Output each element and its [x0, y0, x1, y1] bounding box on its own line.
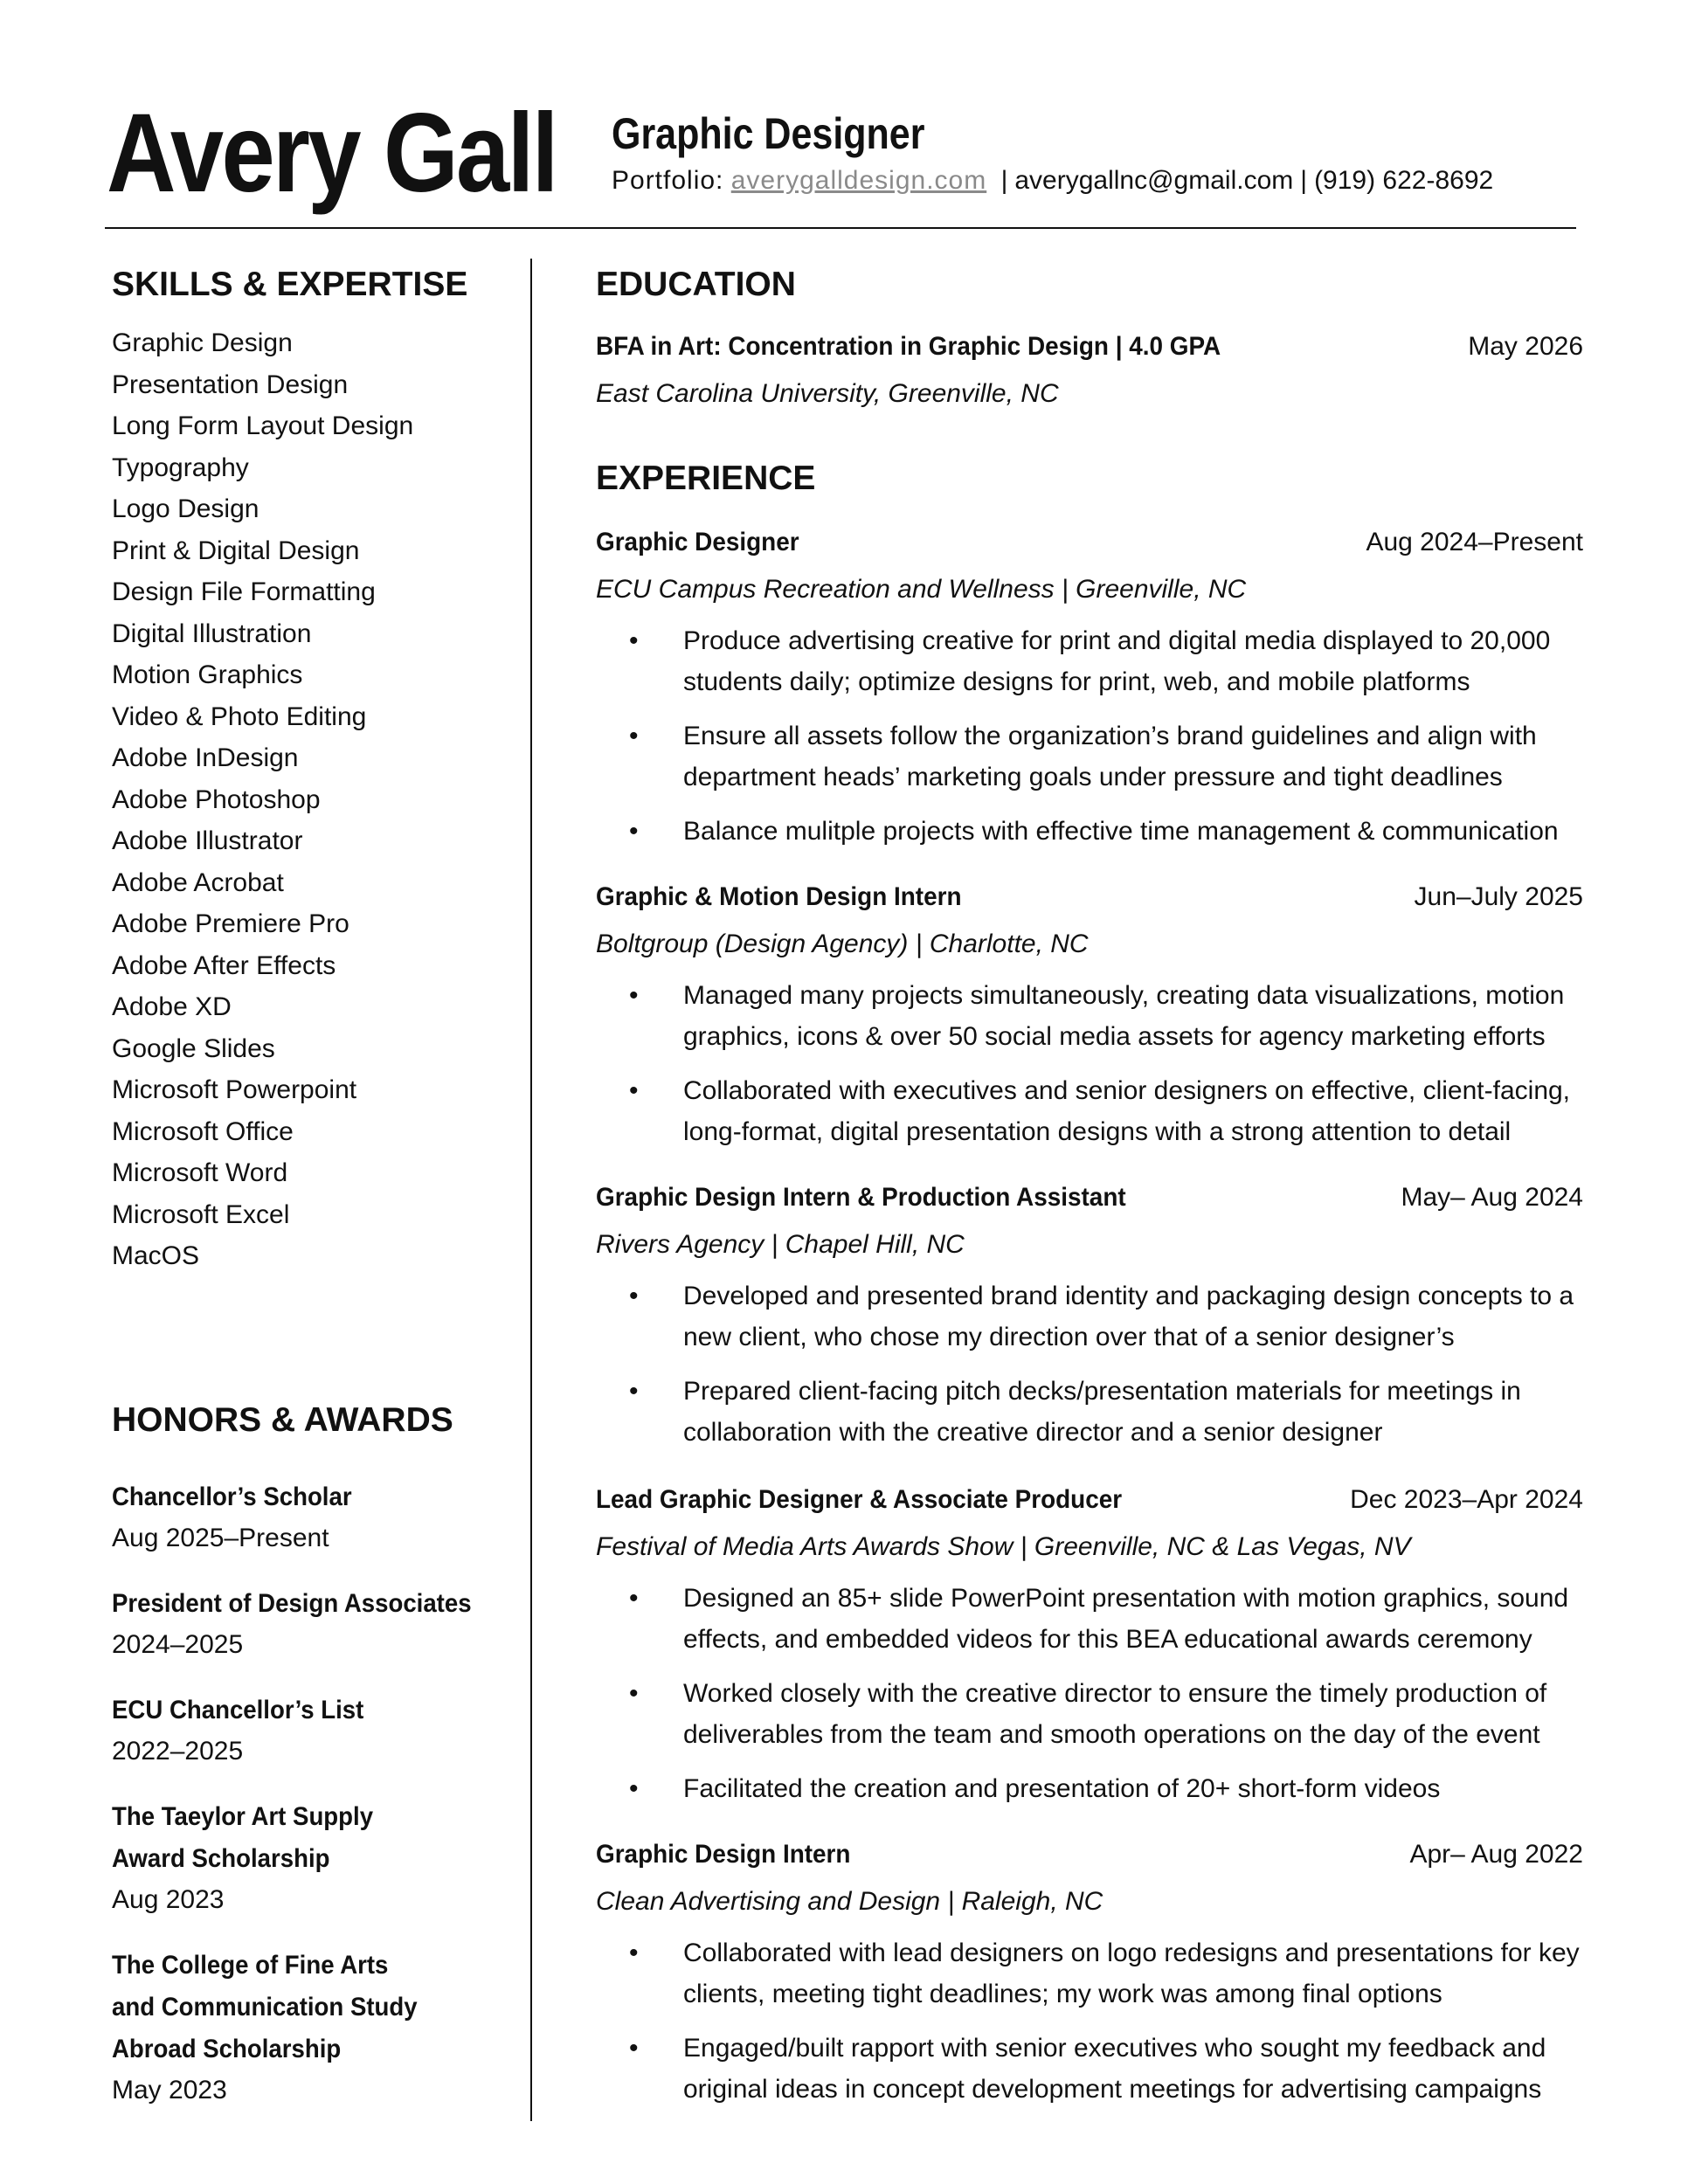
- candidate-name: Avery Gall: [107, 91, 557, 216]
- bullet-item: [596, 620, 1583, 702]
- bullet-dot-icon: •: [629, 1584, 639, 1613]
- skill-item: MacOS: [112, 1241, 200, 1270]
- job-entry: [596, 1183, 1583, 1466]
- honor-title: Abroad Scholarship: [112, 2035, 342, 2063]
- bullet-text: Collaborated with lead designers on logo redesigns and presentations for key clients, meeting tight deadlines; my work was among final options: [683, 1939, 1580, 2008]
- job-date: Jun–July 2025: [1414, 882, 1583, 911]
- skill-item: Adobe Premiere Pro: [112, 909, 349, 938]
- honor-date: Aug 2023: [112, 1885, 225, 1914]
- honor-item: [112, 1690, 385, 1772]
- job-role: Graphic & Motion Design Intern: [596, 882, 962, 911]
- skill-item: Adobe Photoshop: [112, 784, 321, 814]
- skill-item: Microsoft Word: [112, 1158, 288, 1187]
- job-header: [596, 1840, 1583, 1881]
- skill-item: Google Slides: [112, 1033, 275, 1063]
- honor-item: [112, 1583, 502, 1665]
- job-header: [596, 1485, 1583, 1526]
- bullet-dot-icon: •: [629, 817, 639, 846]
- bullet-dot-icon: •: [629, 1774, 639, 1803]
- bullet-dot-icon: •: [629, 1377, 639, 1406]
- job-date: May– Aug 2024: [1401, 1183, 1583, 1212]
- bullet-dot-icon: •: [629, 1076, 639, 1105]
- job-title: Graphic Designer: [612, 109, 925, 158]
- skill-item: Typography: [112, 453, 249, 482]
- skill-item: Video & Photo Editing: [112, 702, 367, 731]
- skill-item: Microsoft Powerpoint: [112, 1075, 357, 1104]
- bullet-text: Engaged/built rapport with senior executives who sought my feedback and original ideas in concept development meetings for advertising campaigns: [683, 2034, 1546, 2104]
- honor-title: Award Scholarship: [112, 1844, 330, 1873]
- bullet-dot-icon: •: [629, 1679, 639, 1708]
- job-role: Lead Graphic Designer & Associate Producer: [596, 1485, 1123, 1514]
- job-bullets: [596, 620, 1583, 852]
- job-role: Graphic Designer: [596, 528, 799, 556]
- skill-item: Graphic Design: [112, 328, 293, 357]
- bullet-text: Worked closely with the creative director to ensure the timely production of deliverables from the team and smooth operations on the day of the event: [683, 1679, 1547, 1749]
- bullet-item: [596, 975, 1583, 1057]
- honor-date: 2024–2025: [112, 1630, 244, 1659]
- job-entry: [596, 528, 1583, 865]
- job-organization: Clean Advertising and Design | Raleigh, NC: [596, 1887, 1103, 1916]
- column-divider: [530, 259, 532, 2121]
- bullet-text: Facilitated the creation and presentation of 20+ short-form videos: [683, 1774, 1441, 1803]
- job-entry: [596, 1485, 1583, 1822]
- bullet-item: [596, 1768, 1583, 1809]
- job-entry: [596, 882, 1583, 1165]
- job-bullets: [596, 975, 1583, 1152]
- honors-heading: HONORS & AWARDS: [112, 1401, 453, 1439]
- job-date: Dec 2023–Apr 2024: [1350, 1485, 1583, 1514]
- bullet-item: [596, 811, 1583, 852]
- job-header: [596, 1183, 1583, 1224]
- degree-title: BFA in Art: Concentration in Graphic Design | 4.0 GPA: [596, 332, 1221, 361]
- bullet-dot-icon: •: [629, 1282, 639, 1310]
- bullet-item: [596, 1275, 1583, 1358]
- skill-item: Adobe InDesign: [112, 743, 299, 772]
- honor-date: May 2023: [112, 2076, 227, 2105]
- skill-item: Adobe After Effects: [112, 950, 336, 980]
- skill-item: Print & Digital Design: [112, 536, 360, 565]
- header-divider: [105, 227, 1576, 229]
- portfolio-link[interactable]: averygalldesign.com: [730, 166, 987, 195]
- bullet-dot-icon: •: [629, 981, 639, 1010]
- bullet-text: Developed and presented brand identity and packaging design concepts to a new client, who chose my direction over that of a senior designer’s: [683, 1282, 1574, 1351]
- bullet-text: Produce advertising creative for print and digital media displayed to 20,000 students daily; optimize designs for print, web, and mobile platforms: [683, 626, 1551, 696]
- skill-item: Adobe Illustrator: [112, 826, 303, 855]
- skills-list: [112, 327, 413, 1282]
- contact-line: [612, 166, 1493, 196]
- phone-text: (919) 622-8692: [1314, 166, 1494, 195]
- job-role: Graphic Design Intern: [596, 1840, 851, 1869]
- bullet-item: [596, 1932, 1583, 2015]
- education-date: May 2026: [1468, 332, 1583, 361]
- bullet-dot-icon: •: [629, 722, 639, 750]
- skill-item: Long Form Layout Design: [112, 411, 414, 440]
- skill-item: Adobe XD: [112, 992, 232, 1021]
- separator: |: [1300, 166, 1308, 195]
- honor-title: President of Design Associates: [112, 1589, 472, 1618]
- honor-title: Chancellor’s Scholar: [112, 1482, 352, 1511]
- bullet-dot-icon: •: [629, 2034, 639, 2063]
- bullet-text: Collaborated with executives and senior designers on effective, client-facing, long-format, digital presentation designs with a strong attention to detail: [683, 1076, 1571, 1146]
- job-date: Aug 2024–Present: [1366, 528, 1583, 556]
- bullet-text: Prepared client-facing pitch decks/presentation materials for meetings in collaboration with the creative director and a senior designer: [683, 1377, 1521, 1447]
- job-organization: ECU Campus Recreation and Wellness | Greenville, NC: [596, 575, 1247, 604]
- job-organization: Boltgroup (Design Agency) | Charlotte, NC: [596, 930, 1089, 958]
- job-header: [596, 882, 1583, 923]
- skill-item: Digital Illustration: [112, 619, 312, 648]
- job-date: Apr– Aug 2022: [1409, 1840, 1583, 1869]
- bullet-item: [596, 1070, 1583, 1152]
- skill-item: Microsoft Office: [112, 1116, 294, 1146]
- bullet-text: Balance mulitple projects with effective time management & communication: [683, 817, 1559, 846]
- job-bullets: [596, 1578, 1583, 1809]
- bullet-text: Managed many projects simultaneously, creating data visualizations, motion graphics, icons & over 50 social media assets for agency marketing efforts: [683, 981, 1565, 1051]
- honor-title: and Communication Study: [112, 1993, 418, 2022]
- job-header: [596, 528, 1583, 569]
- bullet-item: [596, 1673, 1583, 1755]
- bullet-item: [596, 1371, 1583, 1453]
- portfolio-label: Portfolio:: [612, 166, 724, 195]
- bullet-item: [596, 715, 1583, 798]
- honor-item: [112, 1945, 444, 2111]
- job-role: Graphic Design Intern & Production Assistant: [596, 1183, 1126, 1212]
- education-heading: EDUCATION: [596, 266, 796, 303]
- separator: |: [1000, 166, 1008, 195]
- skill-item: Logo Design: [112, 494, 259, 523]
- bullet-dot-icon: •: [629, 1939, 639, 1967]
- bullet-text: Ensure all assets follow the organization’s brand guidelines and align with department heads’ marketing goals under pressure and tight deadlines: [683, 722, 1537, 791]
- skill-item: Motion Graphics: [112, 660, 303, 689]
- bullet-item: [596, 1578, 1583, 1660]
- skill-item: Design File Formatting: [112, 577, 376, 606]
- honor-title: The College of Fine Arts: [112, 1951, 389, 1980]
- job-entry: [596, 1840, 1583, 2123]
- honor-title: The Taeylor Art Supply: [112, 1802, 374, 1831]
- job-organization: Festival of Media Arts Awards Show | Greenville, NC & Las Vegas, NV: [596, 1532, 1411, 1561]
- honor-date: 2022–2025: [112, 1737, 244, 1766]
- honor-item: [112, 1476, 372, 1559]
- skill-item: Microsoft Excel: [112, 1199, 290, 1229]
- bullet-dot-icon: •: [629, 626, 639, 655]
- skill-item: Presentation Design: [112, 370, 349, 399]
- school-name: East Carolina University, Greenville, NC: [596, 379, 1059, 408]
- education-entry: [596, 332, 1583, 414]
- job-bullets: [596, 1275, 1583, 1453]
- skills-heading: SKILLS & EXPERTISE: [112, 266, 468, 303]
- bullet-item: [596, 2028, 1583, 2110]
- honor-item: [112, 1796, 396, 1920]
- job-bullets: [596, 1932, 1583, 2110]
- honor-title: ECU Chancellor’s List: [112, 1696, 364, 1724]
- email-text: averygallnc@gmail.com: [1014, 166, 1294, 195]
- honor-date: Aug 2025–Present: [112, 1524, 329, 1552]
- experience-heading: EXPERIENCE: [596, 460, 816, 497]
- job-organization: Rivers Agency | Chapel Hill, NC: [596, 1230, 965, 1259]
- skill-item: Adobe Acrobat: [112, 867, 284, 897]
- bullet-text: Designed an 85+ slide PowerPoint presentation with motion graphics, sound effects, and embedded videos for this BEA educational awards ceremony: [683, 1584, 1569, 1654]
